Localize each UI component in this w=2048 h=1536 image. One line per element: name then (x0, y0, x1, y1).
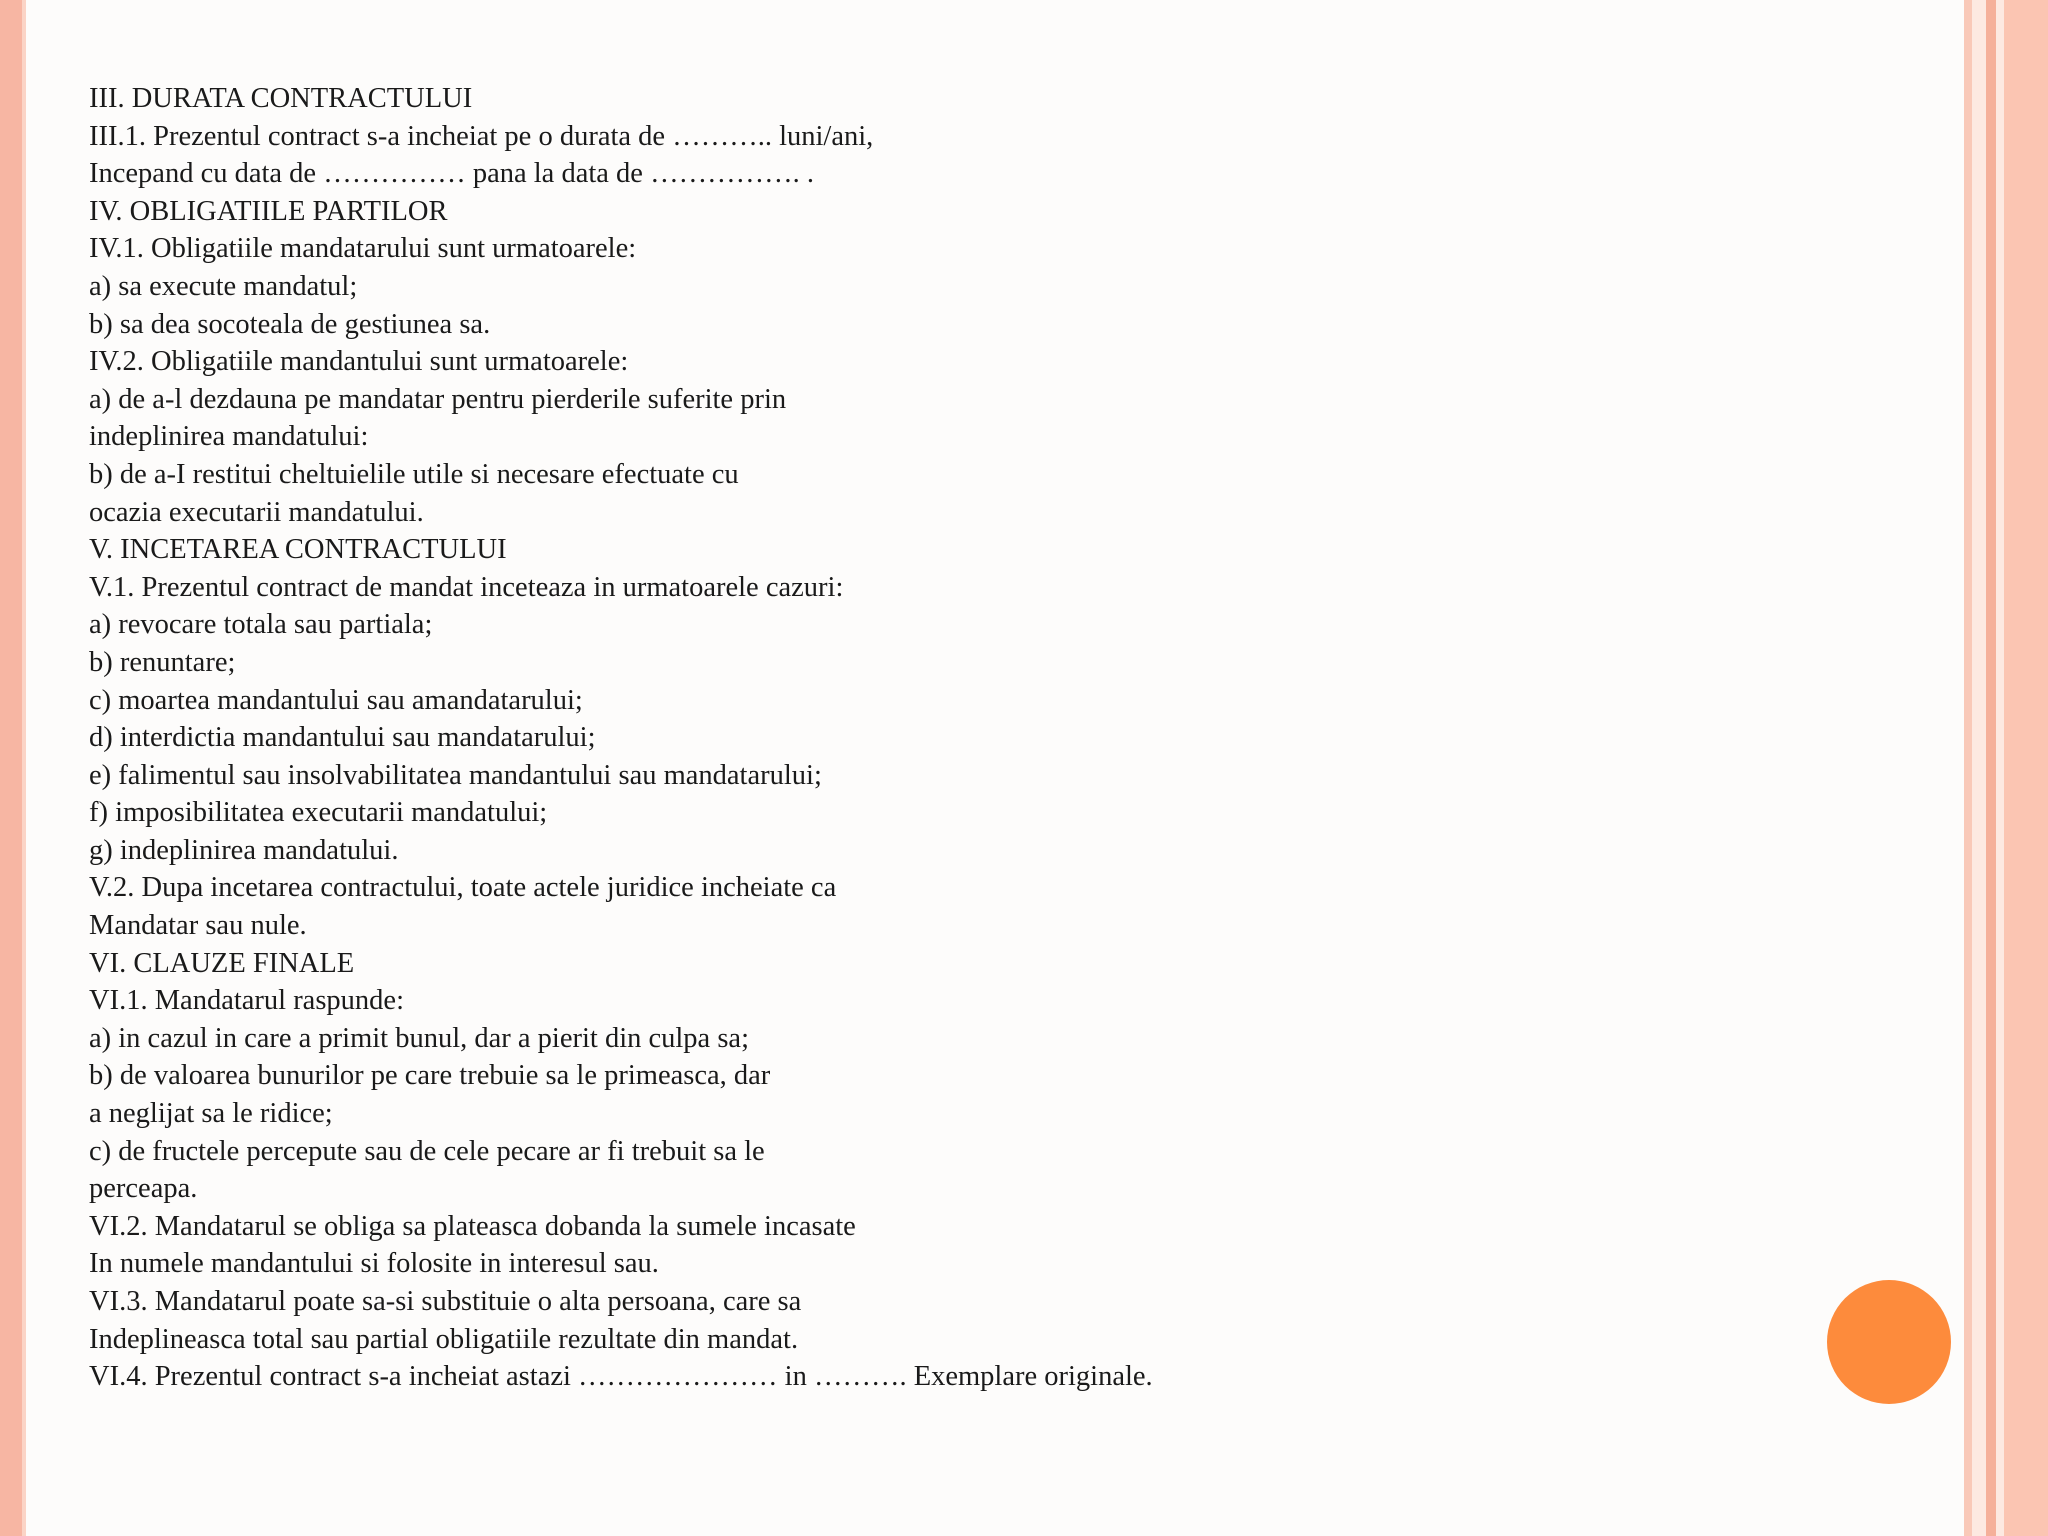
right-stripe-5 (2004, 0, 2048, 1536)
orange-dot-decoration (1827, 1280, 1951, 1404)
section-heading-obligatii: IV. OBLIGATIILE PARTILOR (89, 195, 448, 227)
text-line: e) falimentul sau insolvabilitatea mandantului sau mandatarului; (89, 759, 822, 791)
text-line: VI.4. Prezentul contract s-a incheiat astazi ………………… in ………. Exemplare originale. (89, 1361, 1153, 1393)
text-line: a) revocare totala sau partiala; (89, 609, 433, 641)
text-line: c) de fructele percepute sau de cele pecare ar fi trebuit sa le (89, 1135, 765, 1167)
text-line: d) interdictia mandantului sau mandatarului; (89, 722, 596, 754)
text-line: VI.3. Mandatarul poate sa-si substituie o alta persoana, care sa (89, 1286, 802, 1317)
text-line: Indeplineasca total sau partial obligatiile rezultate din mandat. (89, 1323, 799, 1355)
text-line: ocazia executarii mandatului. (89, 496, 424, 528)
text-line: indeplinirea mandatului: (89, 421, 369, 453)
text-line: VI.1. Mandatarul raspunde: (89, 985, 404, 1017)
text-line: b) renuntare; (89, 646, 236, 678)
text-line: In numele mandantului si folosite in interesul sau. (89, 1248, 659, 1280)
right-stripe-2 (1972, 0, 1986, 1536)
text-line: b) de valoarea bunurilor pe care trebuie sa le primeasca, dar (89, 1060, 771, 1092)
left-border-stripe (0, 0, 22, 1536)
text-line: Incepand cu data de …………… pana la data de ……………. . (89, 158, 814, 190)
right-stripe-1 (1964, 0, 1972, 1536)
right-stripe-4 (1996, 0, 2004, 1536)
text-line: a) de a-l dezdauna pe mandatar pentru pierderile suferite prin (89, 383, 787, 415)
text-line: V.1. Prezentul contract de mandat inceteaza in urmatoarele cazuri: (89, 571, 844, 603)
text-line: a) sa execute mandatul; (89, 270, 358, 302)
section-heading-incetare: V. INCETAREA CONTRACTULUI (89, 534, 507, 566)
text-line: a) in cazul in care a primit bunul, dar a pierit din culpa sa; (89, 1022, 749, 1054)
text-line: VI.2. Mandatarul se obliga sa plateasca dobanda la sumele incasate (89, 1210, 856, 1242)
text-line: V.2. Dupa incetarea contractului, toate actele juridice incheiate ca (89, 872, 837, 904)
text-line: III.1. Prezentul contract s-a incheiat pe o durata de ……….. luni/ani, (89, 120, 874, 152)
section-heading-durata: III. DURATA CONTRACTULUI (89, 83, 473, 114)
section-heading-clauze: VI. CLAUZE FINALE (89, 947, 355, 979)
text-line: f) imposibilitatea executarii mandatului; (89, 797, 548, 829)
left-border-stripe-inner (22, 0, 26, 1536)
text-line: g) indeplinirea mandatului. (89, 834, 399, 866)
text-line: b) sa dea socoteala de gestiunea sa. (89, 308, 491, 340)
text-line: IV.2. Obligatiile mandantului sunt urmatoarele: (89, 346, 629, 378)
text-line: perceapa. (89, 1173, 198, 1205)
text-line: Mandatar sau nule. (89, 910, 307, 942)
right-stripe-3 (1986, 0, 1996, 1536)
text-line: c) moartea mandantului sau amandatarului; (89, 684, 583, 716)
text-line: b) de a-I restitui cheltuielile utile si necesare efectuate cu (89, 458, 739, 490)
text-line: IV.1. Obligatiile mandatarului sunt urmatoarele: (89, 233, 637, 265)
text-line: a neglijat sa le ridice; (89, 1098, 333, 1130)
right-border-stripes (1964, 0, 2048, 1536)
contract-text-body (89, 80, 1739, 1396)
